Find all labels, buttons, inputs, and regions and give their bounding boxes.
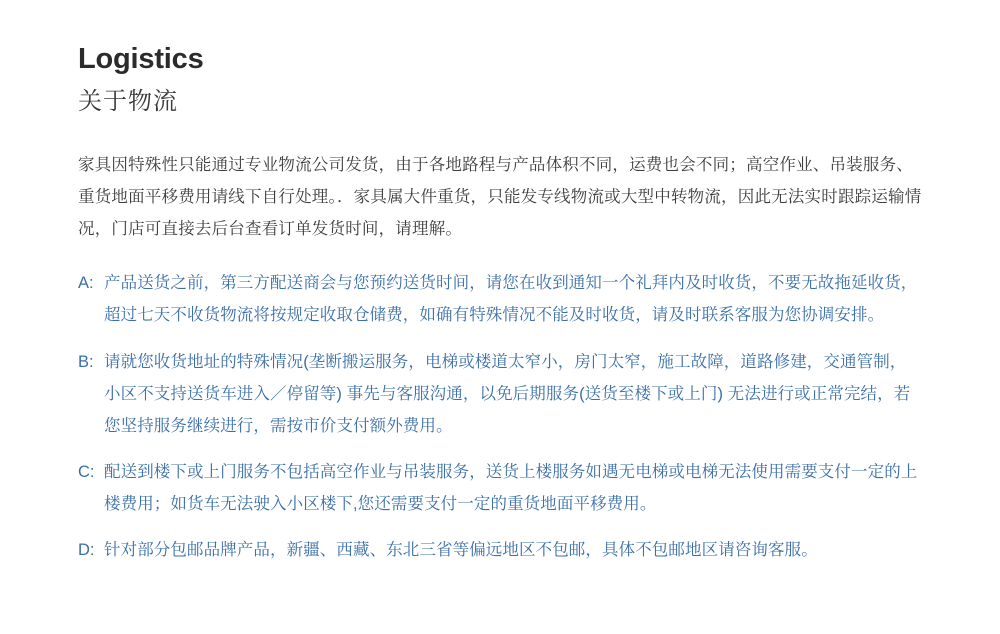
list-item-text: 请就您收货地址的特殊情况(垄断搬运服务，电梯或楼道太窄小，房门太窄，施工故障，道路修建，交通管制，小区不支持送货车进入／停留等) 事先与客服沟通，以免后期服务(送货至楼下或上门) 无法进行或正常完结，若您坚持服务继续进行，需按市价支付额外费用。 (104, 352, 911, 435)
list-item-label: A: (78, 274, 94, 293)
list-item (78, 267, 922, 331)
list-item (78, 456, 922, 520)
list-item-label: B: (78, 352, 94, 371)
page-title-cn: 关于物流 (78, 88, 178, 116)
list-item-label: D: (78, 541, 95, 560)
list-item-text: 产品送货之前，第三方配送商会与您预约送货时间，请您在收到通知一个礼拜内及时收货，不要无故拖延收货，超过七天不收货物流将按规定收取仓储费，如确有特殊情况不能及时收货，请及时联系客服为您协调安排。 (104, 274, 918, 325)
list-item-text: 针对部分包邮品牌产品，新疆、西藏、东北三省等偏远地区不包邮，具体不包邮地区请咨询客服。 (104, 541, 818, 560)
page-title-en: Logistics (78, 43, 204, 75)
list-item (78, 534, 922, 566)
intro-paragraph: 家具因特殊性只能通过专业物流公司发货，由于各地路程与产品体积不同，运费也会不同；高空作业、吊装服务、重货地面平移费用请线下自行处理。．家具属大件重货，只能发专线物流或大型中转物流，因此无法实时跟踪运输情况，门店可直接去后台查看订单发货时间，请理解。 (78, 155, 922, 239)
list-item (78, 346, 922, 443)
list-item-label: C: (78, 463, 95, 482)
list-item-text: 配送到楼下或上门服务不包括高空作业与吊装服务，送货上楼服务如遇无电梯或电梯无法使用需要支付一定的上楼费用；如货车无法驶入小区楼下,您还需要支付一定的重货地面平移费用。 (104, 463, 918, 514)
policy-list (78, 267, 922, 566)
